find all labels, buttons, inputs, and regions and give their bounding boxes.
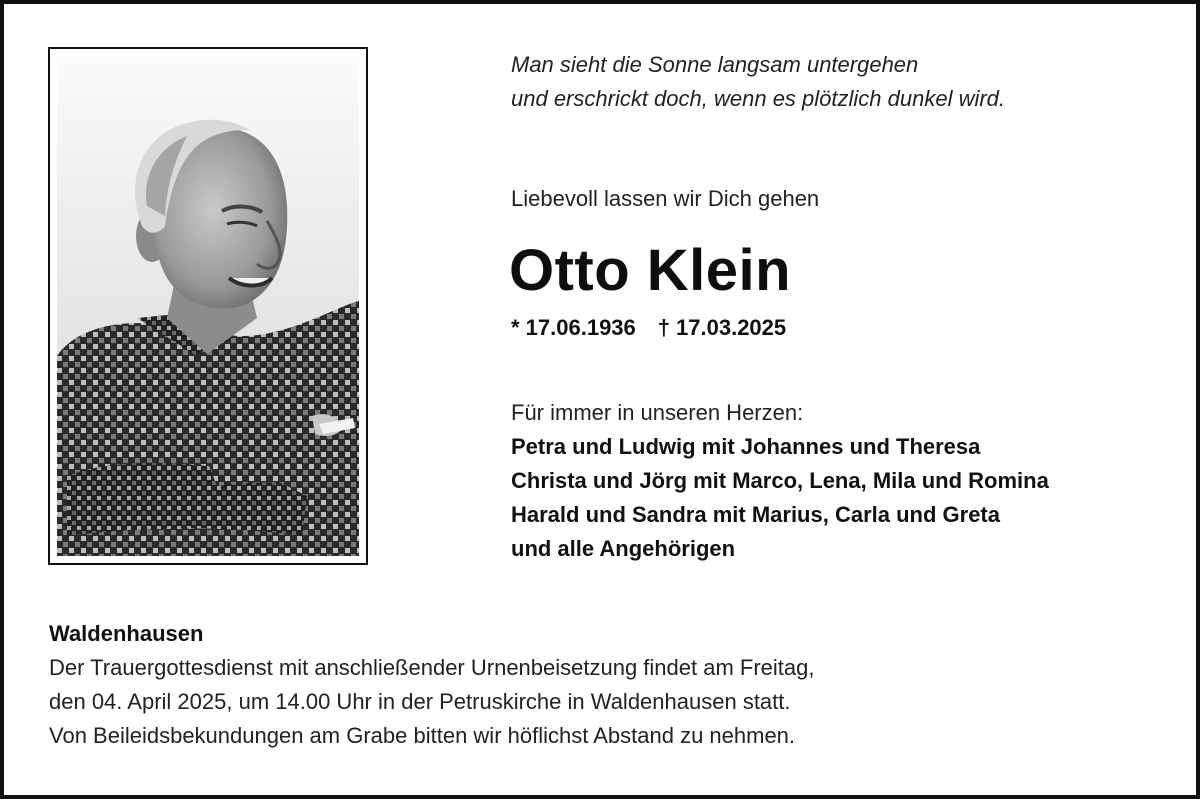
farewell-intro: Liebevoll lassen wir Dich gehen: [511, 186, 820, 211]
mourner-line: Harald und Sandra mit Marius, Carla und Greta: [511, 502, 1000, 527]
cross-icon: †: [657, 315, 671, 340]
portrait-photo-frame: [48, 47, 368, 565]
service-info: [49, 617, 815, 753]
mourners-lead: Für immer in unseren Herzen:: [511, 400, 804, 425]
quote-line: und erschrickt doch, wenn es plötzlich dunkel wird.: [511, 86, 1006, 111]
birth-date: * 17.06.1936: [511, 315, 636, 340]
service-place: Waldenhausen: [49, 621, 204, 646]
quote-line: Man sieht die Sonne langsam untergehen: [511, 52, 919, 77]
mourner-line: Christa und Jörg mit Marco, Lena, Mila und Romina: [511, 468, 1049, 493]
service-line: Von Beileidsbekundungen am Grabe bitten wir höflichst Abstand zu nehmen.: [49, 723, 796, 748]
memorial-quote: [511, 48, 1005, 116]
life-dates: [511, 313, 786, 343]
service-line: Der Trauergottesdienst mit anschließender Urnenbeisetzung findet am Freitag,: [49, 655, 815, 680]
portrait-photo: [57, 56, 359, 556]
death-date: 17.03.2025: [676, 315, 787, 340]
service-line: den 04. April 2025, um 14.00 Uhr in der Petruskirche in Waldenhausen statt.: [49, 689, 791, 714]
deceased-name: Otto Klein: [509, 238, 792, 303]
family-mourners: [511, 396, 1049, 566]
mourner-line: Petra und Ludwig mit Johannes und Theresa: [511, 434, 981, 459]
mourner-line: und alle Angehörigen: [511, 536, 736, 561]
